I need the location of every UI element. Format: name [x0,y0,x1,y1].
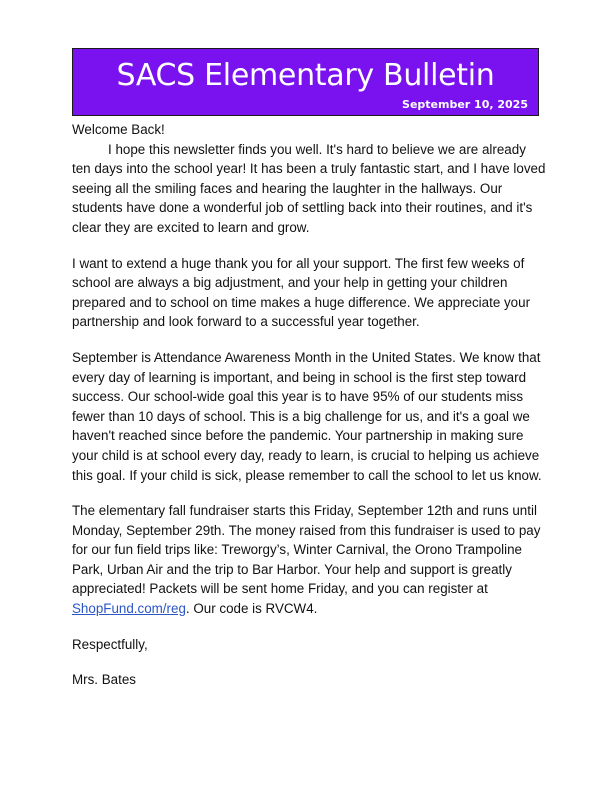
paragraph-intro: I hope this newsletter finds you well. It's hard to believe we are already ten days into the school year! It has been a truly fantastic start, and I have loved seeing all the smiling faces and hearing the laughter in the hallways. Our students have done a wonderful job of settling back into their routines, and it's clear they are excited to learn and grow. [72,141,546,235]
bulletin-date: September 10, 2025 [402,98,528,111]
bulletin-banner [72,48,539,116]
paragraph-attendance: September is Attendance Awareness Month in the United States. We know that every day of learning is important, and being in school is the first step toward success. Our school-wide goal this year is to have 95% of our students miss fewer than 10 days of school. This is a big challenge for us, and it's a goal we haven't reached since before the pandemic. Your partnership in making sure your child is at school every day, ready to learn, is crucial to helping us achieve this goal. If your child is sick, please remember to call the school to let us know. [72,349,542,483]
paragraph-fundraiser [72,501,548,619]
letter-body [72,120,548,690]
shopfund-link[interactable]: ShopFund.com/reg [72,601,186,617]
fundraiser-code-text: . Our code is RVCW4. [185,601,318,617]
greeting: Welcome Back! [72,122,165,137]
closing: Respectfully, [72,636,148,652]
paragraph-thanks: I want to extend a huge thank you for all your support. The first few weeks of school are always a big adjustment, and your help in getting your children prepared and to school on time makes a huge difference. We appreciate your partnership and look forward to a successful year together. [72,255,531,330]
signature: Mrs. Bates [72,672,136,688]
fundraiser-text: The elementary fall fundraiser starts this Friday, September 12th and runs until Monday, September 29th. The money raised from this fundraiser is used to pay for our fun field trips like: Treworgy’s, Winter Carnival, the Orono Trampoline Park, Urban Air and the trip to Bar Harbor. Your help and support is greatly appreciated! Packets will be sent home Friday, and you can register at [72,503,541,597]
bulletin-title: SACS Elementary Bulletin [116,58,495,93]
